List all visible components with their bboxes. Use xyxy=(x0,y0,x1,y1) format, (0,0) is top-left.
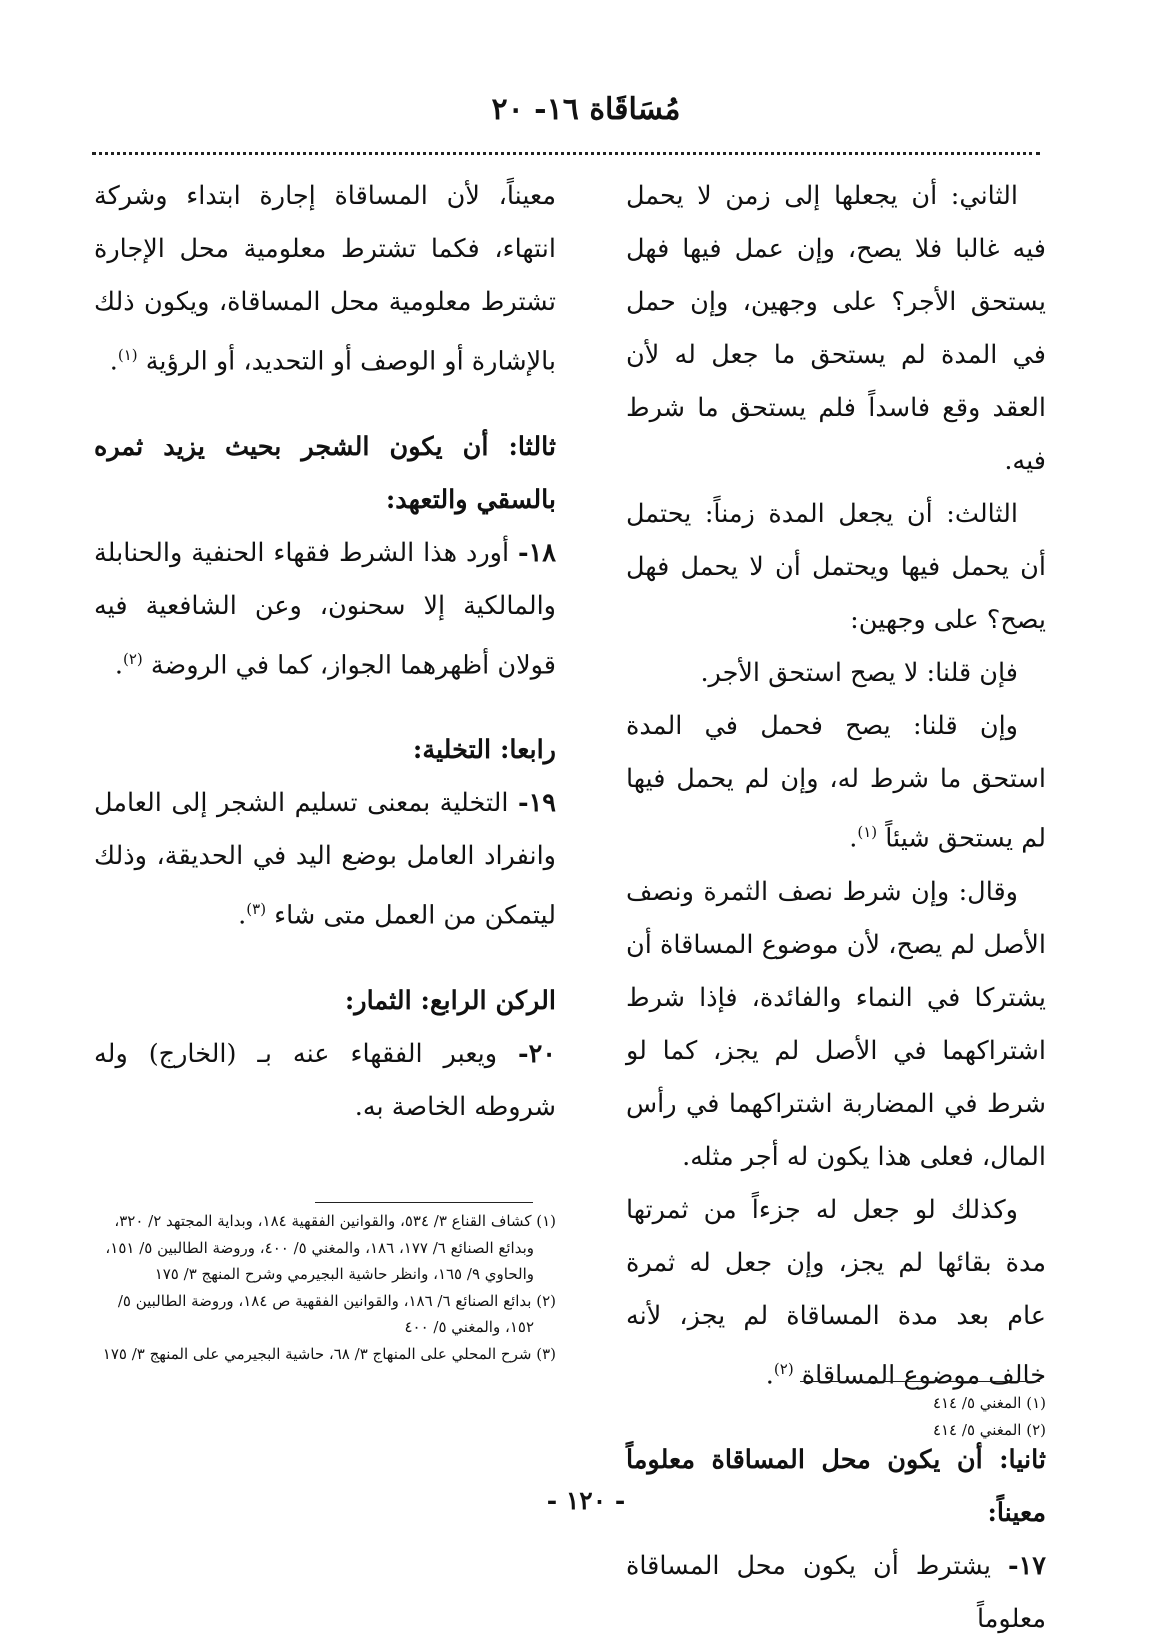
paragraph: فإن قلنا: لا يصح استحق الأجر. xyxy=(700,658,1018,688)
footnote: (١) كشاف القناع ٣/ ٥٣٤، والقوانين الفقهية ١٨٤، وبداية المجتهد ٢/ ٣٢٠، وبدائع الصنائع ٦/ ١٧٧، ١٨٦، والمغني ٥/ ٤٠٠، وروضة الطالبين ٥/ ١٥١، والحاوي ٩/ ١٦٥، وانظر حاشية البجيرمي وشرح المنهج ٣/ ١٧٥ xyxy=(105,1212,556,1283)
section-heading: الركن الرابع: الثمار: xyxy=(344,985,556,1016)
paragraph-number: ١٨- xyxy=(518,537,557,568)
paragraph: ١٩- التخلية بمعنى تسليم الشجر إلى العامل وانفراد العامل بوضع اليد في الحديقة، وذلك ليتمكن من العمل متى شاء $^{(٣)}$. xyxy=(94,788,556,931)
paragraph-number: ١٧- xyxy=(1008,1551,1046,1581)
paragraph-text: معيناً، لأن المساقاة إجارة ابتداء وشركة انتهاء، فكما تشترط معلومية محل الإجارة تشترط معلومية محل المساقاة، ويكون ذلك بالإشارة أو الوصف أو التحديد، أو الرؤية xyxy=(94,181,556,377)
paragraph xyxy=(626,1540,1046,1646)
header-divider xyxy=(92,152,1040,155)
footnote: (١) المغني ٥/ ٤١٤ xyxy=(932,1394,1046,1412)
footnote-ref: (٢) xyxy=(123,649,143,668)
footnote: (٣) شرح المحلي على المنهاج ٣/ ٦٨، حاشية البجيرمي على المنهج ٣/ ١٧٥ xyxy=(102,1344,556,1363)
paragraph-text: أورد هذا الشرط فقهاء الحنفية والحنابلة والمالكية إلا سحنون، وعن الشافعية فيه قولان أظهرهما الجواز، كما في الروضة xyxy=(94,537,556,680)
paragraph-number: ٢٠- xyxy=(518,1038,556,1069)
paragraph-text: ويعبر الفقهاء عنه بـ (الخارج) وله شروطه الخاصة به. xyxy=(94,1038,556,1122)
paragraph: وكذلك لو جعل له جزءاً من ثمرتها مدة بقائها لم يجز، وإن جعل له ثمرة عام بعد مدة المساقاة لم يجز، لأنه خالف موضوع المساقاة $^{(٢)}$. xyxy=(626,1194,1046,1390)
left-column xyxy=(94,170,556,1134)
page-title: مُسَاقَاة ١٦- ٢٠ xyxy=(491,92,681,127)
section-heading: رابعا: التخلية: xyxy=(412,735,556,765)
paragraph: ١٨- أورد هذا الشرط فقهاء الحنفية والحنابلة والمالكية إلا سحنون، وعن الشافعية فيه قولان أظهرهما الجواز، كما في الروضة $^{(٢)}$. xyxy=(94,537,557,680)
paragraph: وقال: وإن شرط نصف الثمرة ونصف الأصل لم يصح، لأن موضوع المساقاة أن يشتركا في النماء والفائدة، فإذا شرط اشتراكهما في الأصل لم يجز، كما لو شرط في المضاربة اشتراكهما في رأس المال، فعلى هذا يكون له أجر مثله. xyxy=(626,876,1046,1172)
footnote-ref: (١) xyxy=(117,346,138,364)
footnote: (٢) المغني ٥/ ٤١٤ xyxy=(932,1420,1046,1439)
paragraph-number: ١٩- xyxy=(518,788,556,818)
paragraph-text: التخلية بمعنى تسليم الشجر إلى العامل وانفراد العامل بوضع اليد في الحديقة، وذلك ليتمكن من العمل متى شاء xyxy=(94,788,556,931)
paragraph-text: يشترط أن يكون محل المساقاة معلوماً xyxy=(626,1551,1046,1634)
footnotes-left xyxy=(94,1208,556,1367)
footnote-ref: (١) xyxy=(857,823,878,841)
footnote-divider xyxy=(315,1202,533,1203)
paragraph-text: وكذلك لو جعل له جزءاً من ثمرتها مدة بقائها لم يجز، وإن جعل له ثمرة عام بعد مدة المساقاة لم يجز، لأنه خالف موضوع المساقاة xyxy=(626,1194,1046,1390)
section-heading: ثانيا: أن يكون محل المساقاة معلوماً معيناً: xyxy=(626,1445,1046,1528)
paragraph-text: وإن قلنا: يصح فحمل في المدة استحق ما شرط له، وإن لم يحمل فيها لم يستحق شيئاً xyxy=(626,711,1046,854)
footnotes-right xyxy=(806,1390,1046,1443)
paragraph: الثاني: أن يجعلها إلى زمن لا يحمل فيه غالبا فلا يصح، وإن عمل فيها فهل يستحق الأجر؟ على وجهين، وإن حمل في المدة لم يستحق ما جعل له لأن العقد وقع فاسداً فلم يستحق ما شرط فيه. xyxy=(626,181,1046,476)
footnote-ref: (٣) xyxy=(246,900,267,918)
paragraph: الثالث: أن يجعل المدة زمناً: يحتمل أن يحمل فيها ويحتمل أن لا يحمل فهل يصح؟ على وجهين: xyxy=(626,499,1046,635)
paragraph xyxy=(94,1028,556,1134)
page-number: - ١٢٠ - xyxy=(546,1486,626,1515)
paragraph: معيناً، لأن المساقاة إجارة ابتداء وشركة انتهاء، فكما تشترط معلومية محل الإجارة تشترط معلومية محل المساقاة، ويكون ذلك بالإشارة أو الوصف أو التحديد، أو الرؤية $^{(١)}$. xyxy=(94,181,556,377)
footnote: (٢) بدائع الصنائع ٦/ ١٨٦، والقوانين الفقهية ص ١٨٤، وروضة الطالبين ٥/ ١٥٢، والمغني ٥/ ٤٠٠ xyxy=(117,1291,556,1336)
footnote-divider xyxy=(800,1381,1040,1382)
footnote-ref: (٢) xyxy=(773,1359,794,1378)
paragraph: وإن قلنا: يصح فحمل في المدة استحق ما شرط له، وإن لم يحمل فيها لم يستحق شيئاً $^{(١)}$. xyxy=(626,711,1046,854)
section-heading: ثالثا: أن يكون الشجر بحيث يزيد ثمره بالسقي والتعهد: xyxy=(94,431,556,515)
